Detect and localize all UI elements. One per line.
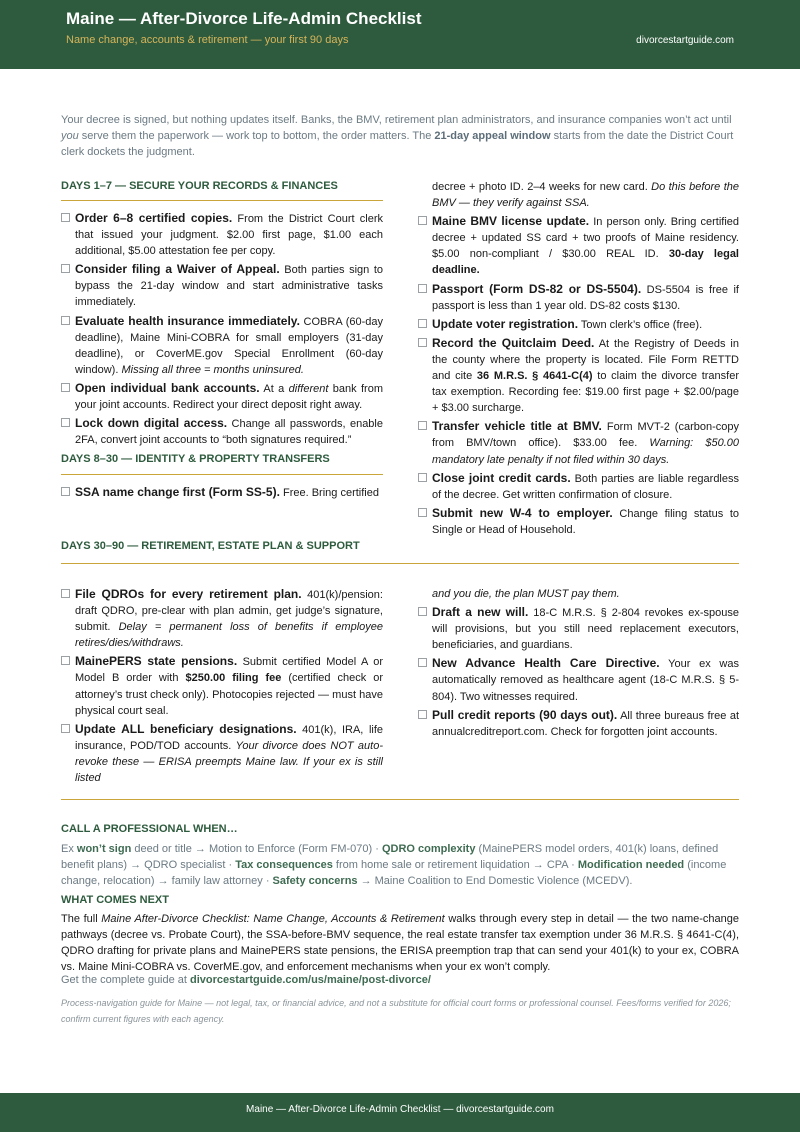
checkbox-icon[interactable] bbox=[61, 418, 70, 427]
footer-text: Maine — After-Divorce Life-Admin Checklist — divorcestartguide.com bbox=[246, 1104, 554, 1115]
checkbox-icon[interactable] bbox=[418, 473, 427, 482]
checklist-item-digital: Lock down digital access. Change all passwords, enable 2FA, convert joint accounts to “both signatures required.” bbox=[61, 415, 383, 448]
header-banner bbox=[0, 0, 800, 69]
guide-link-line: Get the complete guide at divorcestartguide.com/us/maine/post-divorce/ bbox=[61, 974, 431, 986]
checklist-item-voter: Update voter registration. Town clerk’s office (free). bbox=[418, 316, 739, 333]
section-heading-days-8-30: DAYS 8–30 — IDENTITY & PROPERTY TRANSFERS bbox=[61, 453, 330, 465]
checkbox-icon[interactable] bbox=[418, 658, 427, 667]
section-heading-days-30-90: DAYS 30–90 — RETIREMENT, ESTATE PLAN & SUPPORT bbox=[61, 540, 360, 552]
what-comes-next-paragraph: The full Maine After-Divorce Checklist: Name Change, Accounts & Retirement walks through every step in detail — the two name-change pathways (decree vs. Probate Court), the SSA-before-BMV sequence, the real estate transfer tax exemption under 36 M.R.S. § 4641-C(4), QDRO drafting for private plans and MainePERS state pensions, the ERISA preemption trap that can send your 401(k) to your ex, COBRA vs. Maine Mini-COBRA vs. CoverME.gov, and enforcement mechanisms when your ex won’t comply. bbox=[61, 913, 739, 973]
left-column-1 bbox=[61, 210, 383, 450]
checklist-item-health: Evaluate health insurance immediately. COBRA (60-day deadline), Maine Mini-COBRA for small employers (31-day deadline), or CoverME.gov Special Enrollment (60-day window). Missing all three = months uninsured. bbox=[61, 313, 383, 378]
footer-banner bbox=[0, 1093, 800, 1132]
checklist-item-vehicle: Transfer vehicle title at BMV. Form MVT-2 (carbon-copy from BMV/town office). $33.00 fee. Warning: $50.00 mandatory late penalty if not filed within 30 days. bbox=[418, 418, 739, 467]
checklist-item-credit-reports: Pull credit reports (90 days out). All three bureaus free at annualcreditreport.com. Check for forgotten joint accounts. bbox=[418, 707, 739, 740]
right-column-1 bbox=[418, 179, 739, 540]
beneficiary-continuation: and you die, the plan MUST pay them. bbox=[432, 588, 620, 600]
checklist-item-w4: Submit new W-4 to employer. Change filing status to Single or Head of Household. bbox=[418, 505, 739, 538]
page-title: Maine — After-Divorce Life-Admin Checklist bbox=[66, 9, 422, 28]
left-column-3 bbox=[61, 586, 383, 788]
disclaimer: Process-navigation guide for Maine — not legal, tax, or financial advice, and not a substitute for official court forms or professional counsel. Fees/forms verified for 2026; confirm current figures with each agency. bbox=[61, 998, 731, 1024]
checkbox-icon[interactable] bbox=[418, 710, 427, 719]
left-column-2 bbox=[61, 484, 383, 503]
checkbox-icon[interactable] bbox=[418, 319, 427, 328]
checklist-item-passport: Passport (Form DS-82 or DS-5504). DS-5504 is free if passport is less than 1 year old. DS-82 costs $130. bbox=[418, 281, 739, 314]
section-rule bbox=[61, 474, 383, 475]
header-site: divorcestartguide.com bbox=[636, 35, 734, 46]
checklist-item-bank: Open individual bank accounts. At a different bank from your joint accounts. Redirect your direct deposit right away. bbox=[61, 380, 383, 413]
checkbox-icon[interactable] bbox=[61, 383, 70, 392]
pro-heading: CALL A PROFESSIONAL WHEN… bbox=[61, 823, 238, 835]
checkbox-icon[interactable] bbox=[418, 284, 427, 293]
checklist-item-deed: Record the Quitclaim Deed. At the Registry of Deeds in the county where the property is located. File Form RETTD and cite 36 M.R.S. § 4641-C(4) to claim the divorce transfer tax exemption. Recording fee: $19.00 first page + $2.00/page + $3.00 surcharge. bbox=[418, 335, 739, 416]
checkbox-icon[interactable] bbox=[61, 316, 70, 325]
checkbox-icon[interactable] bbox=[61, 487, 70, 496]
ssa-continuation: decree + photo ID. 2–4 weeks for new card. Do this before the BMV — they verify against SSA. bbox=[432, 181, 739, 210]
checklist-item-beneficiary: Update ALL beneficiary designations. 401(k), IRA, life insurance, POD/TOD accounts. Your divorce does NOT auto-revoke these — ERISA preempts Maine law. If your ex is still listed bbox=[61, 721, 383, 786]
checkbox-icon[interactable] bbox=[61, 264, 70, 273]
what-comes-next-heading: WHAT COMES NEXT bbox=[61, 894, 169, 906]
checklist-item-mainepers: MainePERS state pensions. Submit certified Model A or Model B order with $250.00 filing fee (certified check or attorney’s trust check only). Photocopies rejected — must have physical court seal. bbox=[61, 653, 383, 718]
checkbox-icon[interactable] bbox=[418, 607, 427, 616]
checkbox-icon[interactable] bbox=[61, 213, 70, 222]
section-rule bbox=[61, 563, 739, 564]
checkbox-icon[interactable] bbox=[418, 338, 427, 347]
checkbox-icon[interactable] bbox=[61, 656, 70, 665]
intro-paragraph: Your decree is signed, but nothing updates itself. Banks, the BMV, retirement plan administrators, and insurance companies won’t act until you serve them the paperwork — work top to bottom, the order matters. The 21-day appeal window starts from the date the District Court clerk dockets the judgment. bbox=[61, 114, 734, 158]
checkbox-icon[interactable] bbox=[418, 421, 427, 430]
right-column-3 bbox=[418, 586, 739, 742]
checkbox-icon[interactable] bbox=[418, 216, 427, 225]
section-rule bbox=[61, 200, 383, 201]
section-heading-days-1-7: DAYS 1–7 — SECURE YOUR RECORDS & FINANCES bbox=[61, 180, 338, 192]
checklist-item-credit: Close joint credit cards. Both parties are liable regardless of the decree. Get written confirmation of closure. bbox=[418, 470, 739, 503]
section-rule bbox=[61, 799, 739, 800]
checklist-item-ssa: SSA name change first (Form SS-5). Free. Bring certified bbox=[61, 484, 383, 501]
checklist-item-will: Draft a new will. 18-C M.R.S. § 2-804 revokes ex-spouse will provisions, but you still need replacement executors, beneficiaries, and guardians. bbox=[418, 604, 739, 653]
page-subtitle: Name change, accounts & retirement — your first 90 days bbox=[66, 34, 349, 46]
checkbox-icon[interactable] bbox=[418, 508, 427, 517]
guide-link[interactable]: divorcestartguide.com/us/maine/post-divorce/ bbox=[190, 974, 431, 986]
checklist-item-qdro: File QDROs for every retirement plan. 401(k)/pension: draft QDRO, pre-clear with plan admin, get judge’s signature, submit. Delay = permanent loss of benefits if employee retires/dies/withdraws. bbox=[61, 586, 383, 651]
checkbox-icon[interactable] bbox=[61, 589, 70, 598]
checklist-item-waiver: Consider filing a Waiver of Appeal. Both parties sign to bypass the 21-day window and start administrative tasks immediately. bbox=[61, 261, 383, 310]
checklist-item-copies: Order 6–8 certified copies. From the District Court clerk that issued your judgment. $2.00 first page, $1.00 each additional, $5.00 attestation fee per copy. bbox=[61, 210, 383, 259]
pro-paragraph: Ex won’t sign deed or title → Motion to Enforce (Form FM-070) · QDRO complexity (MainePERS model orders, 401(k) loans, defined benefit plans) → QDRO specialist · Tax consequences from home sale or retirement liquidation → CPA · Modification needed (income change, relocation) → family law attorney · Safety concerns → Maine Coalition to End Domestic Violence (MCEDV). bbox=[61, 843, 727, 887]
checklist-item-bmv: Maine BMV license update. In person only. Bring certified decree + updated SS card + two proofs of Maine residency. $5.00 non-compliant / $30.00 REAL ID. 30-day legal deadline. bbox=[418, 213, 739, 278]
checklist-item-directive: New Advance Health Care Directive. Your ex was automatically removed as healthcare agent (18-C M.R.S. § 5-804). Two witnesses required. bbox=[418, 655, 739, 704]
checkbox-icon[interactable] bbox=[61, 724, 70, 733]
